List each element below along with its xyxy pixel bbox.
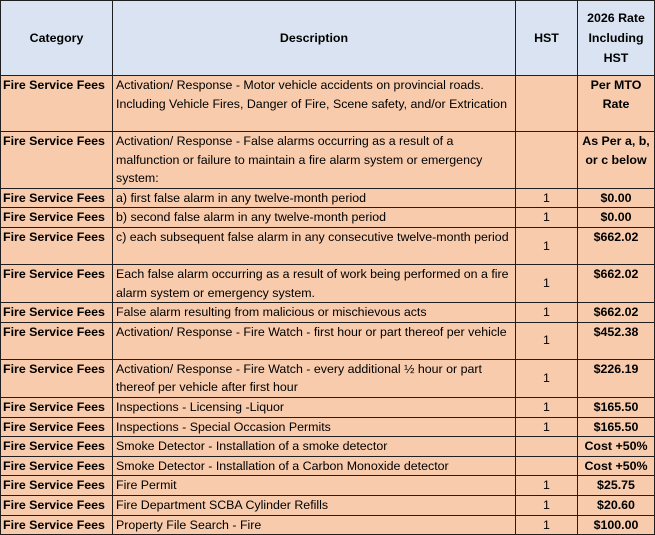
hst-cell: 1 (516, 417, 578, 437)
hst-cell: 1 (516, 303, 578, 323)
table-row (1, 132, 655, 189)
rate-column-header (578, 1, 655, 76)
category-cell: Fire Service Fees (1, 322, 113, 359)
category-cell: Fire Service Fees (1, 208, 113, 228)
category-cell: Fire Service Fees (1, 476, 113, 496)
table-row (1, 227, 655, 264)
rate-cell (578, 76, 655, 132)
table-row (1, 397, 655, 417)
table-row (1, 76, 655, 132)
hst-column-header: HST (516, 1, 578, 76)
rate-cell: $662.02 (578, 227, 655, 264)
rate-cell: $662.02 (578, 303, 655, 323)
table-row (1, 322, 655, 359)
hst-cell: 1 (516, 495, 578, 515)
category-cell: Fire Service Fees (1, 227, 113, 264)
table-row (1, 417, 655, 437)
rate-cell: $25.75 (578, 476, 655, 496)
description-cell: Fire Department SCBA Cylinder Refills (113, 495, 516, 515)
description-column-header: Description (113, 1, 516, 76)
description-cell: Activation/ Response - Motor vehicle accidents on provincial roads. Including Vehicle Fires, Danger of Fire, Scene safety, and/or Extrication (113, 76, 516, 132)
category-cell: Fire Service Fees (1, 303, 113, 323)
rate-cell: $165.50 (578, 417, 655, 437)
hst-cell (516, 437, 578, 457)
hst-cell (516, 456, 578, 476)
category-cell: Fire Service Fees (1, 76, 113, 132)
description-cell: b) second false alarm in any twelve-month period (113, 208, 516, 228)
description-cell: False alarm resulting from malicious or mischievous acts (113, 303, 516, 323)
description-cell: Activation/ Response - False alarms occurring as a result of a malfunction or failure to maintain a fire alarm system or emergency system: (113, 132, 516, 189)
description-cell: Inspections - Special Occasion Permits (113, 417, 516, 437)
table-row (1, 188, 655, 208)
hst-cell (516, 132, 578, 189)
category-cell: Fire Service Fees (1, 437, 113, 457)
table-row (1, 264, 655, 302)
description-cell: Fire Permit (113, 476, 516, 496)
description-cell: Activation/ Response - Fire Watch - every additional ½ hour or part thereof per vehicle after first hour (113, 359, 516, 397)
hst-cell: 1 (516, 264, 578, 302)
category-cell: Fire Service Fees (1, 456, 113, 476)
hst-cell: 1 (516, 227, 578, 264)
category-cell: Fire Service Fees (1, 188, 113, 208)
rate-cell-text: Per MTO Rate (590, 78, 642, 111)
description-cell: c) each subsequent false alarm in any consecutive twelve-month period (113, 227, 516, 264)
category-column-header: Category (1, 1, 113, 76)
table-row (1, 495, 655, 515)
table-row (1, 303, 655, 323)
category-cell: Fire Service Fees (1, 359, 113, 397)
rate-cell: $20.60 (578, 495, 655, 515)
rate-cell: Cost +50% (578, 456, 655, 476)
rate-cell: $100.00 (578, 515, 655, 535)
hst-cell: 1 (516, 397, 578, 417)
description-cell: Each false alarm occurring as a result of work being performed on a fire alarm system or emergency system. (113, 264, 516, 302)
category-cell: Fire Service Fees (1, 132, 113, 189)
rate-cell: $452.38 (578, 322, 655, 359)
rate-cell: Cost +50% (578, 437, 655, 457)
hst-cell: 1 (516, 188, 578, 208)
rate-cell: $165.50 (578, 397, 655, 417)
table-row (1, 456, 655, 476)
rate-cell: $0.00 (578, 188, 655, 208)
rate-cell: As Per a, b, or c below (578, 132, 655, 189)
description-cell: Property File Search - Fire (113, 515, 516, 535)
rate-cell: $226.19 (578, 359, 655, 397)
rate-cell: $662.02 (578, 264, 655, 302)
description-cell: Smoke Detector - Installation of a Carbon Monoxide detector (113, 456, 516, 476)
table-row (1, 208, 655, 228)
category-cell: Fire Service Fees (1, 397, 113, 417)
header-row (1, 1, 655, 76)
description-cell: a) first false alarm in any twelve-month period (113, 188, 516, 208)
category-cell: Fire Service Fees (1, 417, 113, 437)
hst-cell: 1 (516, 322, 578, 359)
description-cell: Inspections - Licensing -Liquor (113, 397, 516, 417)
table-row (1, 359, 655, 397)
rate-cell: $0.00 (578, 208, 655, 228)
hst-cell: 1 (516, 515, 578, 535)
hst-cell: 1 (516, 208, 578, 228)
category-cell: Fire Service Fees (1, 515, 113, 535)
description-cell: Activation/ Response - Fire Watch - first hour or part thereof per vehicle (113, 322, 516, 359)
table-row (1, 437, 655, 457)
hst-cell (516, 76, 578, 132)
table-row (1, 476, 655, 496)
rate-column-header-label: 2026 Rate Including HST (587, 11, 645, 65)
hst-cell: 1 (516, 476, 578, 496)
category-cell: Fire Service Fees (1, 264, 113, 302)
hst-cell: 1 (516, 359, 578, 397)
category-cell: Fire Service Fees (1, 495, 113, 515)
description-cell: Smoke Detector - Installation of a smoke detector (113, 437, 516, 457)
